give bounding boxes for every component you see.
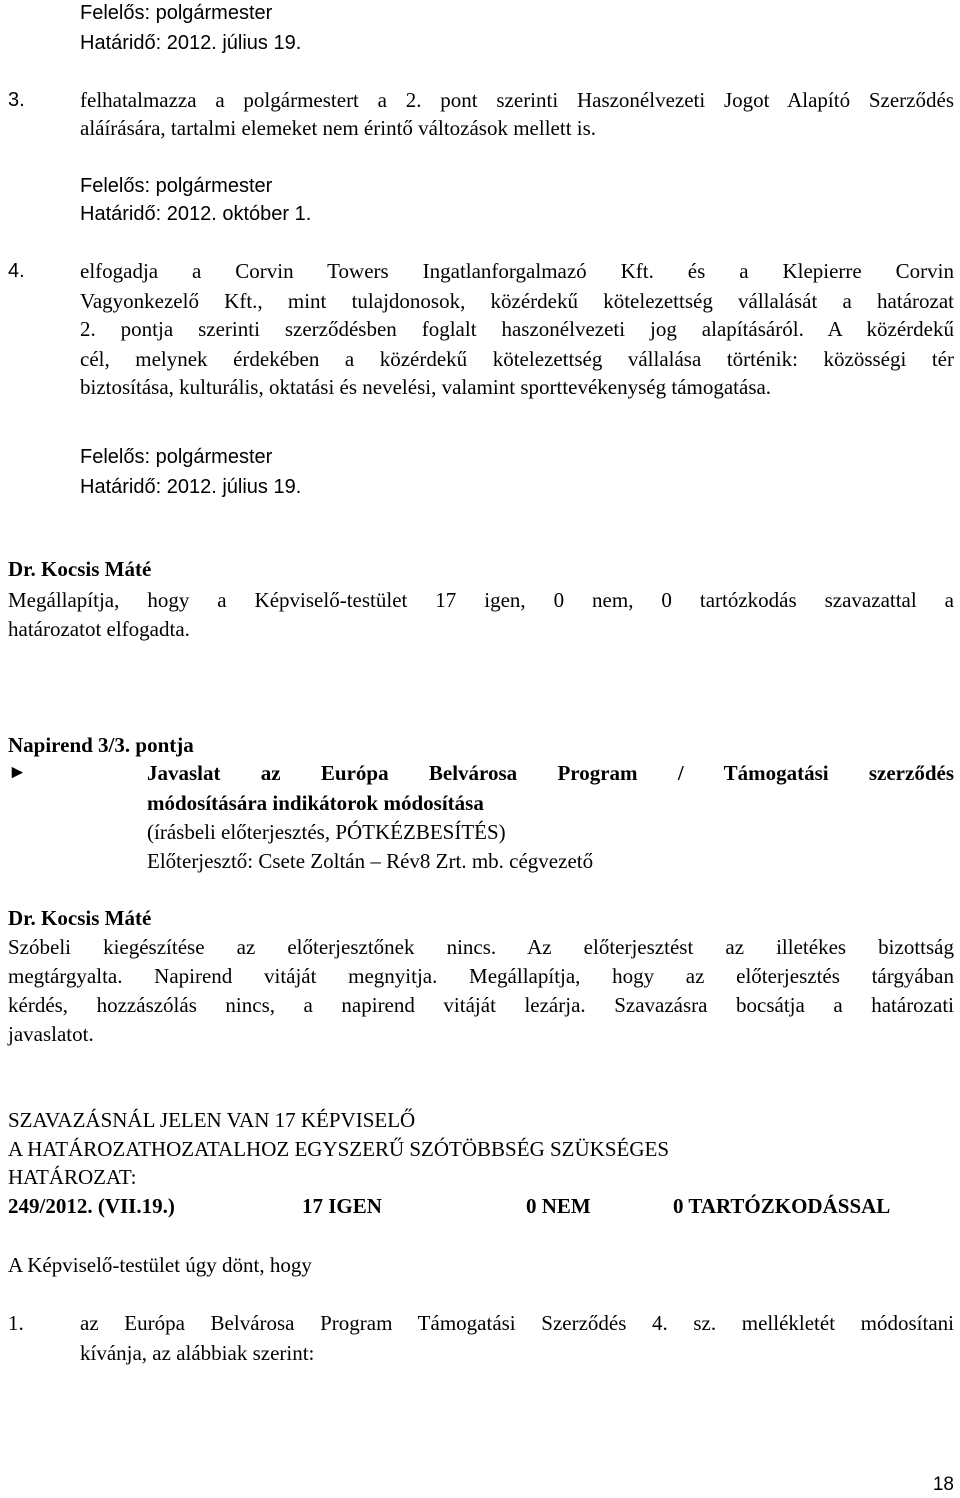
vote-resolution-label: HATÁROZAT: [8, 1165, 137, 1189]
speaker-name: Dr. Kocsis Máté [8, 557, 152, 581]
agenda-heading: Napirend 3/3. pontja [8, 733, 194, 757]
vote-no: 0 NEM [526, 1194, 591, 1218]
responsible-line: Felelős: polgármester [80, 175, 273, 197]
speaker-text: megtárgyalta. Napirend vitáját megnyitja. Megállapítja, hogy az előterjesztés tárgyában [8, 964, 954, 988]
item3-line: aláírására, tartalmi elemeket nem érintő változások mellett is. [80, 116, 597, 140]
speaker-text: Szóbeli kiegészítése az előterjesztőnek nincs. Az előterjesztést az illetékes bizottság [8, 935, 954, 959]
deadline-line: Határidő: 2012. október 1. [80, 203, 312, 225]
speaker-text: javaslatot. [8, 1022, 94, 1046]
item4-line: biztosítása, kulturális, oktatási és nevelési, valamint sporttevékenység támogatása. [80, 375, 772, 399]
vote-presence: SZAVAZÁSNÁL JELEN VAN 17 KÉPVISELŐ [8, 1108, 416, 1132]
vote-yes: 17 IGEN [302, 1194, 382, 1218]
agenda-note: (írásbeli előterjesztés, PÓTKÉZBESÍTÉS) [147, 820, 506, 844]
speaker-text: Megállapítja, hogy a Képviselő-testület 17 igen, 0 nem, 0 tartózkodás szavazattal a [8, 588, 954, 612]
decision-item-line: kívánja, az alábbiak szerint: [80, 1341, 315, 1365]
item4-line: Vagyonkezelő Kft., mint tulajdonosok, közérdekű kötelezettség vállalását a határozat [80, 289, 954, 313]
agenda-title: módosítására indikátorok módosítása [147, 791, 484, 815]
responsible-line: Felelős: polgármester [80, 2, 273, 24]
speaker-text: kérdés, hozzászólás nincs, a napirend vitáját lezárja. Szavazásra bocsátja a határozati [8, 993, 954, 1017]
resolution-number: 249/2012. (VII.19.) [8, 1194, 175, 1218]
page-number: 18 [932, 1474, 954, 1495]
item4-line: cél, melynek érdekében a közérdekű kötelezettség vállalása történik: közösségi tér [80, 347, 954, 371]
agenda-presenter: Előterjesztő: Csete Zoltán – Rév8 Zrt. mb. cégvezető [147, 849, 594, 873]
agenda-title: Javaslat az Európa Belvárosa Program / Támogatási szerződés [147, 761, 954, 785]
decision-item-line: az Európa Belvárosa Program Támogatási Szerződés 4. sz. mellékletét módosítani [80, 1311, 954, 1335]
item4-line: 2. pontja szerinti szerződésben foglalt haszonélvezeti jog alapításáról. A közérdekű [80, 317, 954, 341]
item-number: 3. [8, 89, 25, 111]
item3-line: felhatalmazza a polgármestert a 2. pont szerinti Haszonélvezeti Jogot Alapító Szerződés [80, 88, 954, 112]
item-number: 1. [8, 1311, 24, 1335]
item4-line: elfogadja a Corvin Towers Ingatlanforgalmazó Kft. és a Klepierre Corvin [80, 259, 954, 283]
arrow-bullet-icon: ► [8, 762, 27, 783]
speaker-name: Dr. Kocsis Máté [8, 906, 152, 930]
deadline-line: Határidő: 2012. július 19. [80, 32, 302, 54]
vote-abstain: 0 TARTÓZKODÁSSAL [673, 1194, 891, 1218]
decision-intro: A Képviselő-testület úgy dönt, hogy [8, 1253, 312, 1277]
vote-majority: A HATÁROZATHOZATALHOZ EGYSZERŰ SZÓTÖBBSÉG SZÜKSÉGES [8, 1137, 669, 1161]
speaker-text: határozatot elfogadta. [8, 617, 190, 641]
deadline-line: Határidő: 2012. július 19. [80, 476, 302, 498]
item-number: 4. [8, 260, 25, 282]
responsible-line: Felelős: polgármester [80, 446, 273, 468]
